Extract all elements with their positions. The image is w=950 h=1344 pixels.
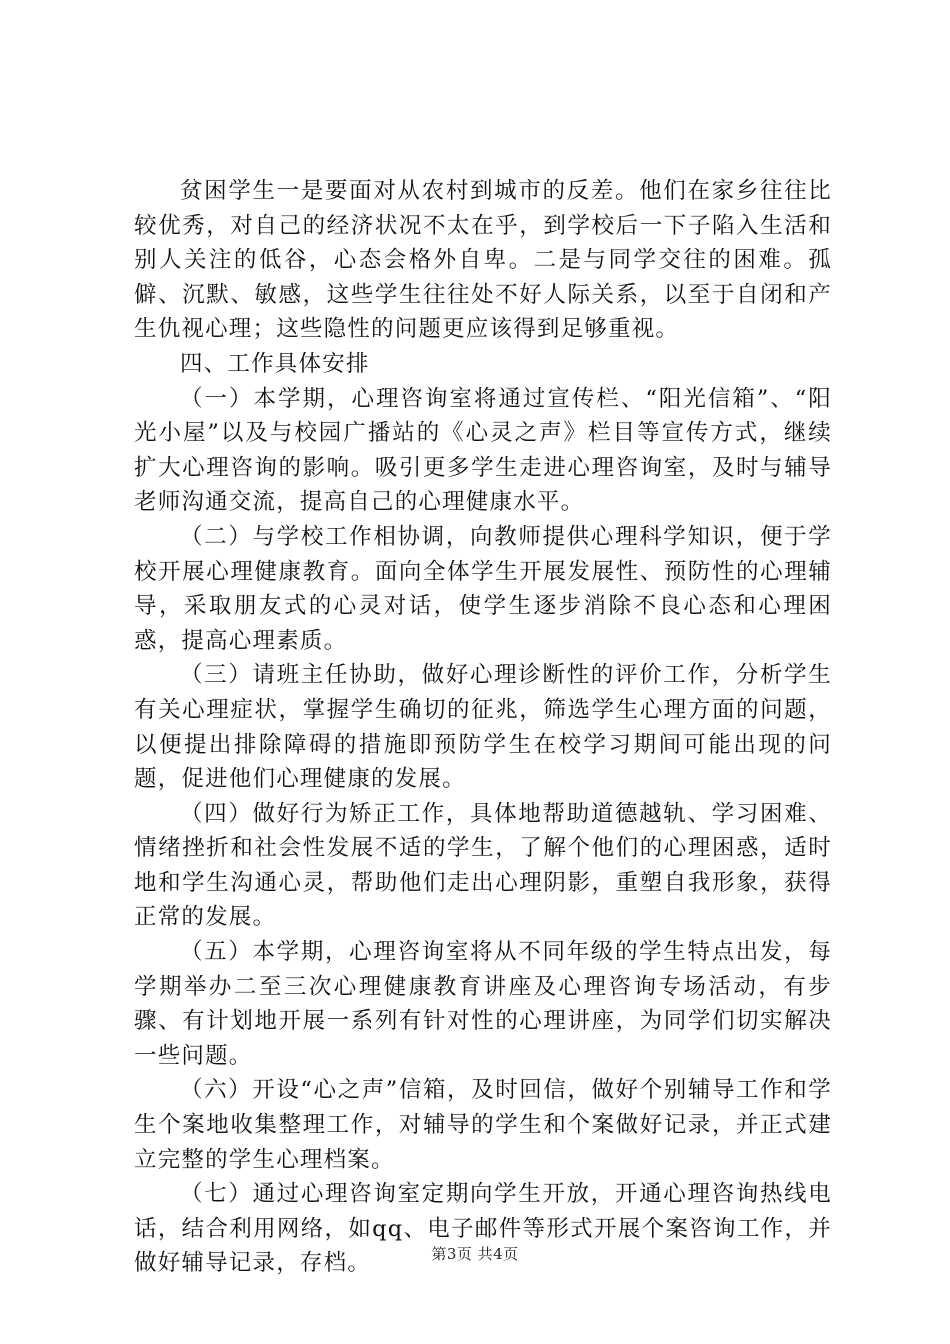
- list-item-6: （六）开设“心之声”信箱，及时回信，做好个别辅导工作和学生个案地收集整理工作，对辅导的学生和个案做好记录，并正式建立完整的学生心理档案。: [134, 1077, 832, 1173]
- paragraph-poor-students: 贫困学生一是要面对从农村到城市的反差。他们在家乡往往比较优秀，对自己的经济状况不太在乎，到学校后一下子陷入生活和别人关注的低谷，心态会格外自卑。二是与同学交往的困难。孤僻、沉默、敏感，这些学生往往处不好人际关系，以至于自闭和产生仇视心理；这些隐性的问题更应该得到足够重视。: [134, 178, 832, 343]
- list-item-4: （四）做好行为矫正工作，具体地帮助道德越轨、学习困难、情绪挫折和社会性发展不适的学生，了解个他们的心理困惑，适时地和学生沟通心灵，帮助他们走出心理阴影，重塑自我形象，获得正常的发展。: [134, 800, 832, 931]
- list-item-3: （三）请班主任协助，做好心理诊断性的评价工作，分析学生有关心理症状，掌握学生确切的征兆，筛选学生心理方面的问题，以便提出排除障碍的措施即预防学生在校学习期间可能出现的问题，促进他们心理健康的发展。: [134, 662, 832, 793]
- list-item-5: （五）本学期，心理咨询室将从不同年级的学生特点出发，每学期举办二至三次心理健康教育讲座及心理咨询专场活动，有步骤、有计划地开展一系列有针对性的心理讲座，为同学们切实解决一些问题。: [134, 939, 832, 1069]
- list-item-1: （一）本学期，心理咨询室将通过宣传栏、“阳光信箱”、“阳光小屋”以及与校园广播站的《心灵之声》栏目等宣传方式，继续扩大心理咨询的影响。吸引更多学生走进心理咨询室，及时与辅导老师沟通交流，提高自己的心理健康水平。: [134, 385, 832, 516]
- section-heading-work-arrangement: 四、工作具体安排: [180, 350, 370, 377]
- page-number-footer: 第3页 共4页: [431, 1245, 519, 1263]
- list-item-7: （七）通过心理咨询室定期向学生开放，开通心理咨询热线电话，结合利用网络，如qq、电子邮件等形式开展个案咨询工作，并做好辅导记录，存档。: [134, 1181, 832, 1277]
- list-item-2: （二）与学校工作相协调，向教师提供心理科学知识，便于学校开展心理健康教育。面向全体学生开展发展性、预防性的心理辅导，采取朋友式的心灵对话，使学生逐步消除不良心态和心理困惑，提高心理素质。: [134, 523, 832, 654]
- document-body: [134, 174, 832, 1281]
